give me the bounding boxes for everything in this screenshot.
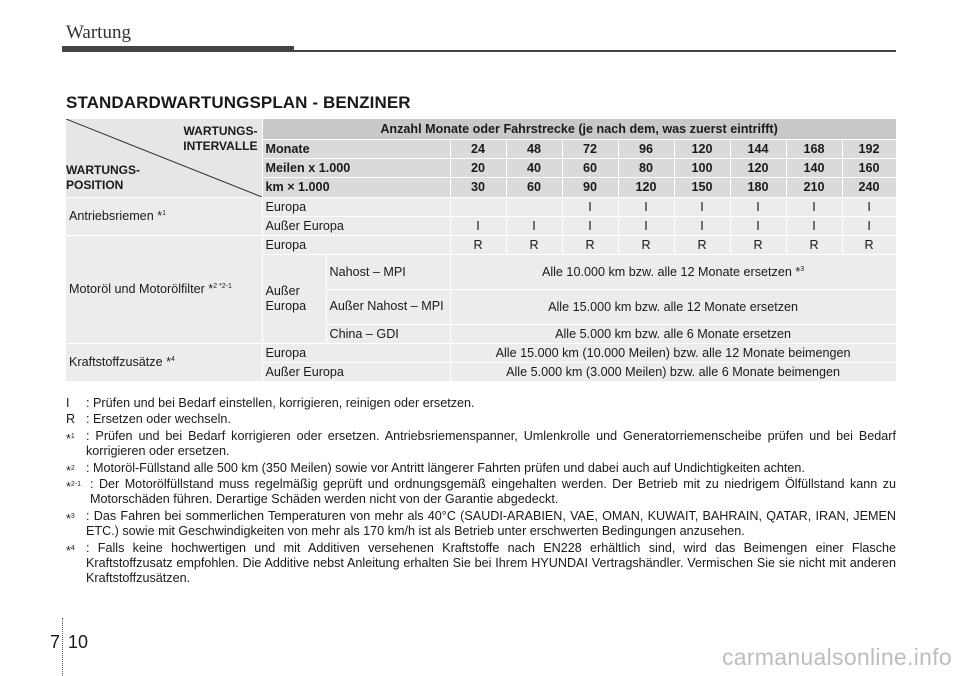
note-3: *$^3$ : Das Fahren bei sommerlichen Temperaturen von mehr als 40°C (SAUDI-ARABIEN, VAE, OMAN, KUWAIT, BAHRAIN, QATAR, IRAN, JEMEN ETC.) sowie mit Geschwindigkeiten von mehr als 170 km/h ist als Betrieb unter erschwerten Bedingungen anzusehen. <box>66 508 896 539</box>
note-i: I : Prüfen und bei Bedarf einstellen, korrigieren, reinigen oder ersetzen. <box>66 396 475 410</box>
table-row-drive-belt-outside-europe: Außer Europa I I I I I I I I <box>66 216 896 235</box>
section-header: Wartung <box>66 22 131 43</box>
footnotes <box>66 396 896 588</box>
corner-position-label: WARTUNGS- POSITION <box>66 162 140 192</box>
watermark: carmanualsonline.info <box>721 644 952 670</box>
item-engine-oil: Motoröl und Motorölfilter *$^{2 *2-1}$ <box>66 235 262 343</box>
corner-intervals-label: WARTUNGS- INTERVALLE <box>183 124 258 153</box>
table-row-months: Monate 24 48 72 96 120 144 168 192 <box>66 139 896 158</box>
table-caption: Anzahl Monate oder Fahrstrecke (je nach dem, was zuerst eintrifft) <box>262 119 896 139</box>
table-row-fuel-additive-outside-europe: Außer Europa Alle 5.000 km (3.000 Meilen) bzw. alle 6 Monate beimengen <box>66 362 896 381</box>
table-row-miles: Meilen x 1.000 20 40 60 80 100 120 140 160 <box>66 158 896 177</box>
page-title: STANDARDWARTUNGSPLAN - BENZINER <box>66 93 411 112</box>
maintenance-table <box>66 119 897 382</box>
header-rule <box>294 50 896 52</box>
table-row-drive-belt-europe: Antriebsriemen *$^1$ Europa I I I I I I <box>66 197 896 216</box>
note-4: *$^4$ : Falls keine hochwertigen und mit Additiven versehenen Kraftstoffe nach EN228 erhältlich sind, wird das Beimengen einer Flasche Kraftstoffzusatz empfohlen. Die Additive nebst Anleitung erhalten Sie bei Ihrem HYUNDAI Vertragshändler. Vermischen Sie sie nicht mit anderen Kraftstoffzusätzen. <box>66 540 896 586</box>
note-r: R : Ersetzen oder wechseln. <box>66 412 231 427</box>
table-row-fuel-additive-europe: Kraftstoffzusätze *$^4$ Europa Alle 15.000 km (10.000 Meilen) bzw. alle 12 Monate beimengen <box>66 343 896 362</box>
item-fuel-additive: Kraftstoffzusätze *$^4$ <box>66 343 262 381</box>
header-bar <box>62 46 294 52</box>
oil-middle-east-interval: Alle 10.000 km bzw. alle 12 Monate ersetzen *$^3$ <box>450 254 896 289</box>
table-row-oil-non-middle-east: Außer Nahost – MPI Alle 15.000 km bzw. alle 12 Monate ersetzen <box>66 289 896 324</box>
note-2-1: *$^{2-1}$ : Der Motorölfüllstand muss regelmäßig geprüft und ordnungsgemäß eingehalten werden. Der Betrieb mit zu niedrigem Ölfüllstand kann zu Motorschäden führen. Derartige Schäden werden nicht von der Garantie abgedeckt. <box>66 477 896 507</box>
item-drive-belt: Antriebsriemen *$^1$ <box>66 197 262 235</box>
oil-outside-europe-label: Außer Europa <box>262 254 326 343</box>
note-1: *$^1$ : Prüfen und bei Bedarf korrigieren oder ersetzen. Antriebsriemenspanner, Umlenkrolle und Generatorriemenscheibe prüfen und bei Bedarf korrigieren oder ersetzen. <box>66 428 896 459</box>
page-number: 10 <box>68 632 89 652</box>
note-2: *$^2$ : Motoröl-Füllstand alle 500 km (350 Meilen) sowie vor Antritt längerer Fahrten prüfen und dabei auch auf Undichtigkeiten achten. <box>66 460 805 478</box>
page-divider <box>62 618 63 676</box>
table-row-oil-middle-east: Außer Europa Nahost – MPI Alle 10.000 km bzw. alle 12 Monate ersetzen *$^3$ <box>66 254 896 289</box>
table-row-km: km × 1.000 30 60 90 120 150 180 210 240 <box>66 177 896 197</box>
chapter-number: 7 <box>50 632 61 652</box>
table-corner <box>66 119 262 197</box>
table-row-oil-china: China – GDI Alle 5.000 km bzw. alle 6 Monate ersetzen <box>66 324 896 343</box>
table-row-oil-europe: Motoröl und Motorölfilter *$^{2 *2-1}$ Europa R R R R R R R R <box>66 235 896 254</box>
